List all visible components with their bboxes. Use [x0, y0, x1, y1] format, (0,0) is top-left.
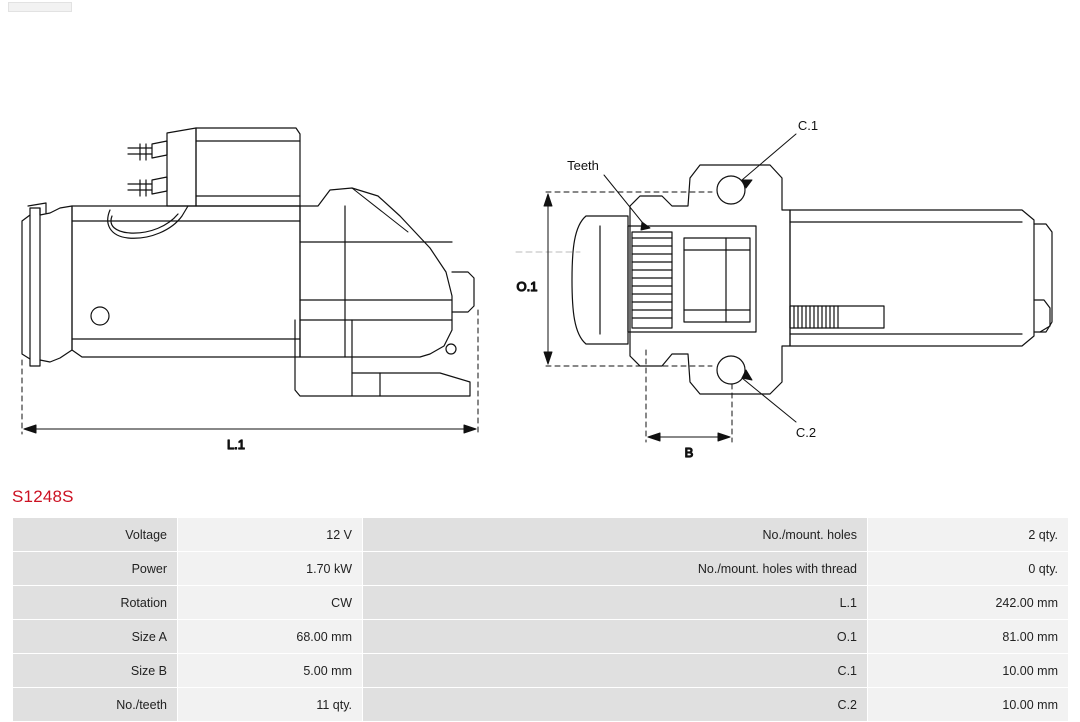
spec-label-l1: L.1 — [363, 586, 868, 620]
spec-label-c2: C.2 — [363, 688, 868, 722]
spec-value-mount-holes-thread: 0 qty. — [868, 552, 1069, 586]
spec-value-size-a: 68.00 mm — [178, 620, 363, 654]
callout-label-c2: C.2 — [795, 425, 817, 440]
table-row — [13, 688, 1069, 722]
spec-label-size-a: Size A — [13, 620, 178, 654]
spec-value-size-b: 5.00 mm — [178, 654, 363, 688]
specifications-table — [12, 517, 1069, 722]
starter-side-view — [22, 128, 474, 396]
teeth-group — [632, 232, 672, 328]
spec-value-rotation: CW — [178, 586, 363, 620]
part-code: S1248S — [12, 487, 74, 506]
dimension-label-o1: O.1 — [516, 279, 538, 294]
dimension-label-l1: L.1 — [226, 437, 246, 452]
spec-label-size-b: Size B — [13, 654, 178, 688]
spec-value-teeth: 11 qty. — [178, 688, 363, 722]
spec-label-mount-holes: No./mount. holes — [363, 518, 868, 552]
spec-label-voltage: Voltage — [13, 518, 178, 552]
leader-c2 — [742, 378, 796, 422]
mount-hole-c2 — [717, 356, 745, 384]
spec-value-voltage: 12 V — [178, 518, 363, 552]
motor-band — [790, 306, 884, 328]
specifications-body — [13, 518, 1069, 722]
dimension-label-b: B — [684, 445, 694, 460]
technical-drawing — [0, 10, 1080, 480]
spec-label-power: Power — [13, 552, 178, 586]
spec-value-o1: 81.00 mm — [868, 620, 1069, 654]
dimension-l1 — [22, 310, 478, 434]
spec-label-rotation: Rotation — [13, 586, 178, 620]
spec-value-power: 1.70 kW — [178, 552, 363, 586]
callout-label-teeth: Teeth — [567, 158, 599, 173]
table-row — [13, 620, 1069, 654]
table-row — [13, 552, 1069, 586]
callout-label-c1: C.1 — [797, 118, 819, 133]
spec-label-o1: O.1 — [363, 620, 868, 654]
spec-value-c2: 10.00 mm — [868, 688, 1069, 722]
leader-teeth — [604, 175, 642, 222]
table-row — [13, 586, 1069, 620]
leader-c1 — [742, 134, 796, 180]
spec-value-l1: 242.00 mm — [868, 586, 1069, 620]
spec-label-teeth: No./teeth — [13, 688, 178, 722]
table-row — [13, 654, 1069, 688]
spec-value-mount-holes: 2 qty. — [868, 518, 1069, 552]
mount-hole-c1 — [717, 176, 745, 204]
table-row — [13, 518, 1069, 552]
spec-value-c1: 10.00 mm — [868, 654, 1069, 688]
starter-front-view — [516, 165, 1052, 394]
spec-label-c1: C.1 — [363, 654, 868, 688]
spec-label-mount-holes-thread: No./mount. holes with thread — [363, 552, 868, 586]
